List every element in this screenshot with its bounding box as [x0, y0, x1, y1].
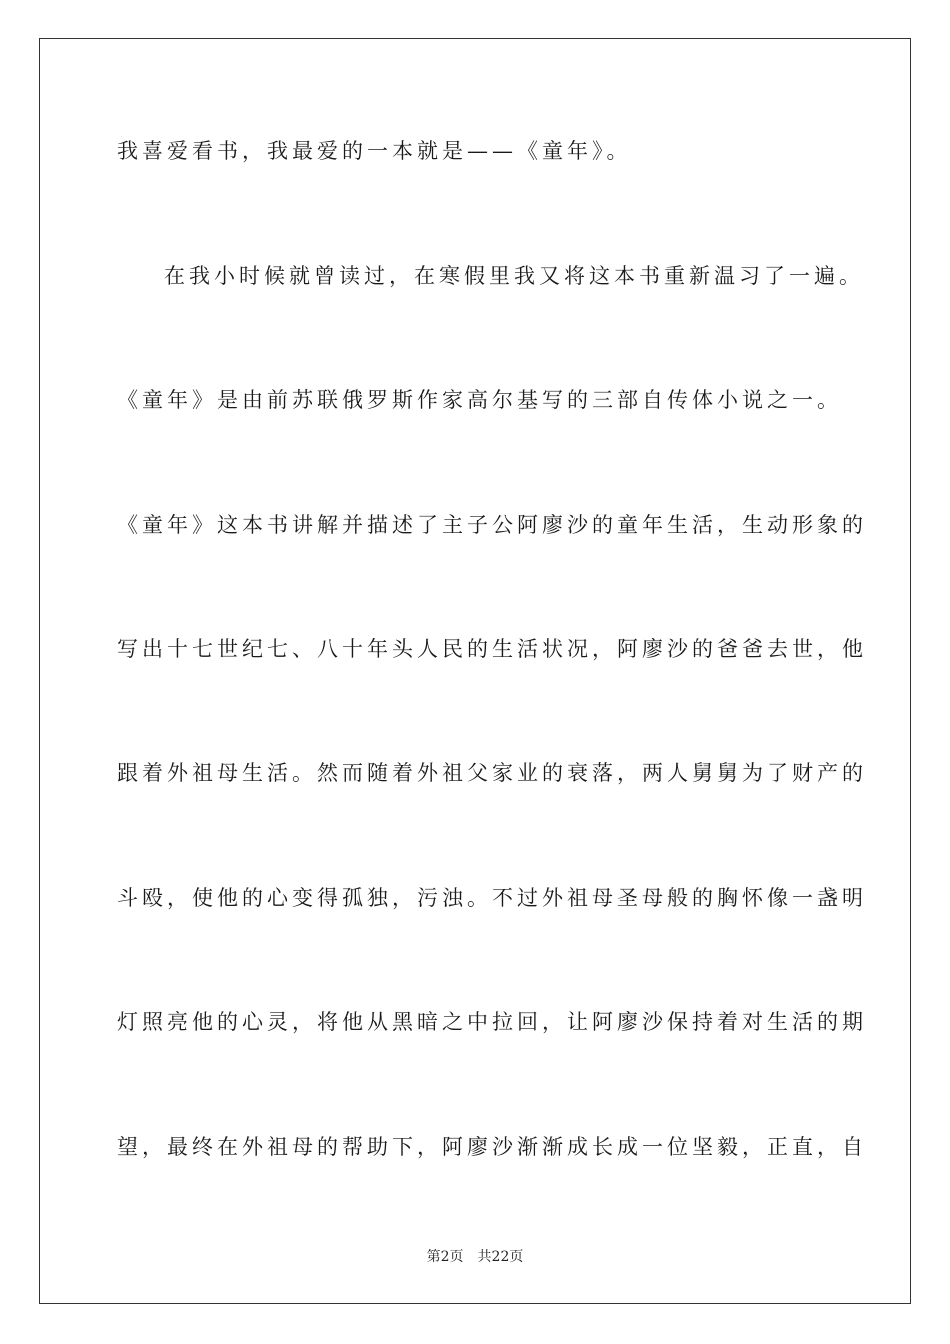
page-number: 第2页 [426, 1249, 464, 1265]
page-border [39, 38, 911, 1304]
text-line-4: 《童年》这本书讲解并描述了主子公阿廖沙的童年生活，生动形象的 [117, 513, 867, 537]
text-line-6: 跟着外祖母生活。然而随着外祖父家业的衰落，两人舅舅为了财产的 [117, 761, 867, 785]
text-line-3: 《童年》是由前苏联俄罗斯作家高尔基写的三部自传体小说之一。 [117, 388, 842, 412]
text-line-1: 我喜爱看书，我最爱的一本就是——《童年》。 [117, 139, 632, 163]
text-line-5: 写出十七世纪七、八十年头人民的生活状况，阿廖沙的爸爸去世，他 [117, 637, 867, 661]
text-line-8: 灯照亮他的心灵，将他从黑暗之中拉回，让阿廖沙保持着对生活的期 [117, 1010, 867, 1034]
text-line-9: 望，最终在外祖母的帮助下，阿廖沙渐渐成长成一位坚毅，正直，自 [117, 1135, 867, 1159]
page-footer [0, 1248, 950, 1266]
text-line-2: 在我小时候就曾读过，在寒假里我又将这本书重新温习了一遍。 [164, 264, 864, 288]
text-line-7: 斗殴，使他的心变得孤独，污浊。不过外祖母圣母般的胸怀像一盏明 [117, 886, 867, 910]
page-total: 共22页 [477, 1249, 524, 1265]
